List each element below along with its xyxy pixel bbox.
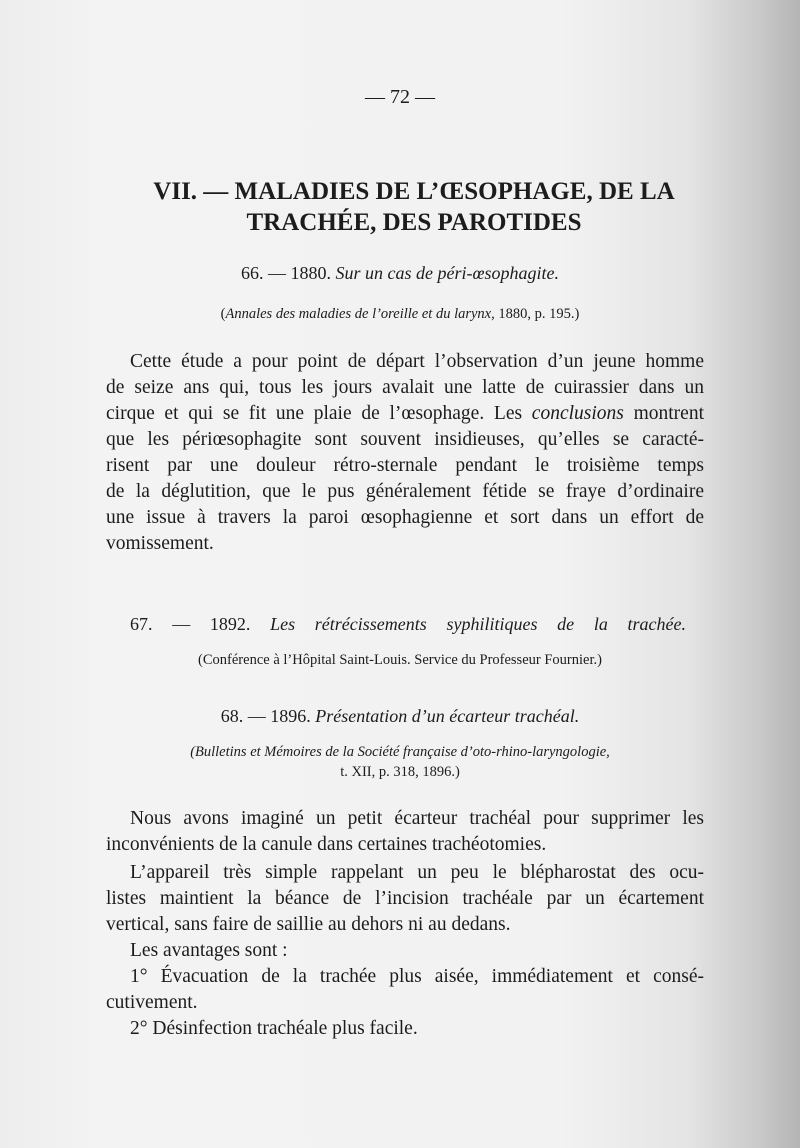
advantages-list	[106, 938, 704, 1042]
chapter-heading	[134, 176, 694, 238]
entry-67-source: (Conférence à l’Hôpital Saint-Louis. Service du Professeur Fournier.)	[198, 652, 602, 668]
entry-66-citation: 1880, p. 195.)	[494, 306, 580, 322]
paragraph-3: L’appareil très simple rappelant un peu le blépharostat des ocu- listes maintient la béance de l’incision trachéale par un écartement vertical, sans faire de saillie au dehors ni au dedans.	[106, 862, 704, 935]
entry-67-number: 67. — 1892.	[130, 614, 251, 634]
entry-66-source: (Annales des maladies de l’oreille et du larynx, 1880, p. 195.)	[220, 306, 580, 322]
chapter-heading-line-1: VII. — MALADIES DE L’ŒSOPHAGE, DE LA	[153, 178, 675, 205]
entry-66-title: Sur un cas de péri-œsophagite.	[335, 263, 559, 283]
paragraph-1: Cette étude a pour point de départ l’observation d’un jeune homme de seize ans qui, tous les jours avalait une latte de cuirassier dans un cirque et qui se fit une plaie de l’œsophage. Les conclusions montrent que les périœsophagite sont souvent insidieuses, qu’elles se caracté- risent par une douleur rétro-sternale pendant le troisième temps de la déglutition, que le pus généralement fétide se fraye d’ordinaire une issue à travers la paroi œsophagienne et sort dans un effort de vomissement.	[106, 351, 704, 554]
entry-66-number: 66. — 1880.	[241, 263, 331, 283]
entry-68-heading	[0, 706, 800, 727]
entry-68-source-line-1: (Bulletins et Mémoires de la Société française d’oto-rhino-laryngologie,	[190, 744, 610, 760]
chapter-heading-line-2: TRACHÉE, DES PAROTIDES	[246, 209, 582, 236]
entry-68-source-line-2: t. XII, p. 318, 1896.)	[340, 764, 460, 780]
entry-68-number: 68. — 1896.	[220, 706, 311, 726]
entry-67-title: Les rétrécissements syphilitiques de la trachée.	[270, 614, 687, 634]
page-number: — 72 —	[365, 86, 435, 108]
entry-66-heading	[0, 263, 800, 284]
conclusions-emphasis: conclusions	[531, 403, 624, 424]
advantage-2: 2° Désinfection trachéale plus facile.	[130, 1018, 418, 1039]
advantages-intro: Les avantages sont :	[130, 940, 288, 961]
advantage-1-continued: cutivement.	[106, 992, 198, 1013]
paragraph-2: Nous avons imaginé un petit écarteur trachéal pour supprimer les inconvénients de la canule dans certaines trachéotomies.	[106, 808, 704, 855]
entry-66-journal: Annales des maladies de l’oreille et du larynx,	[225, 306, 495, 322]
paragraph-1-line-3: cirque et qui se fit une plaie de l’œsophage. Les conclusions montrent	[106, 403, 704, 424]
advantage-1: 1° Évacuation de la trachée plus aisée, immédiatement et consé-	[130, 966, 704, 987]
entry-68-title: Présentation d’un écarteur trachéal.	[315, 706, 580, 726]
entry-67-heading	[130, 614, 686, 635]
